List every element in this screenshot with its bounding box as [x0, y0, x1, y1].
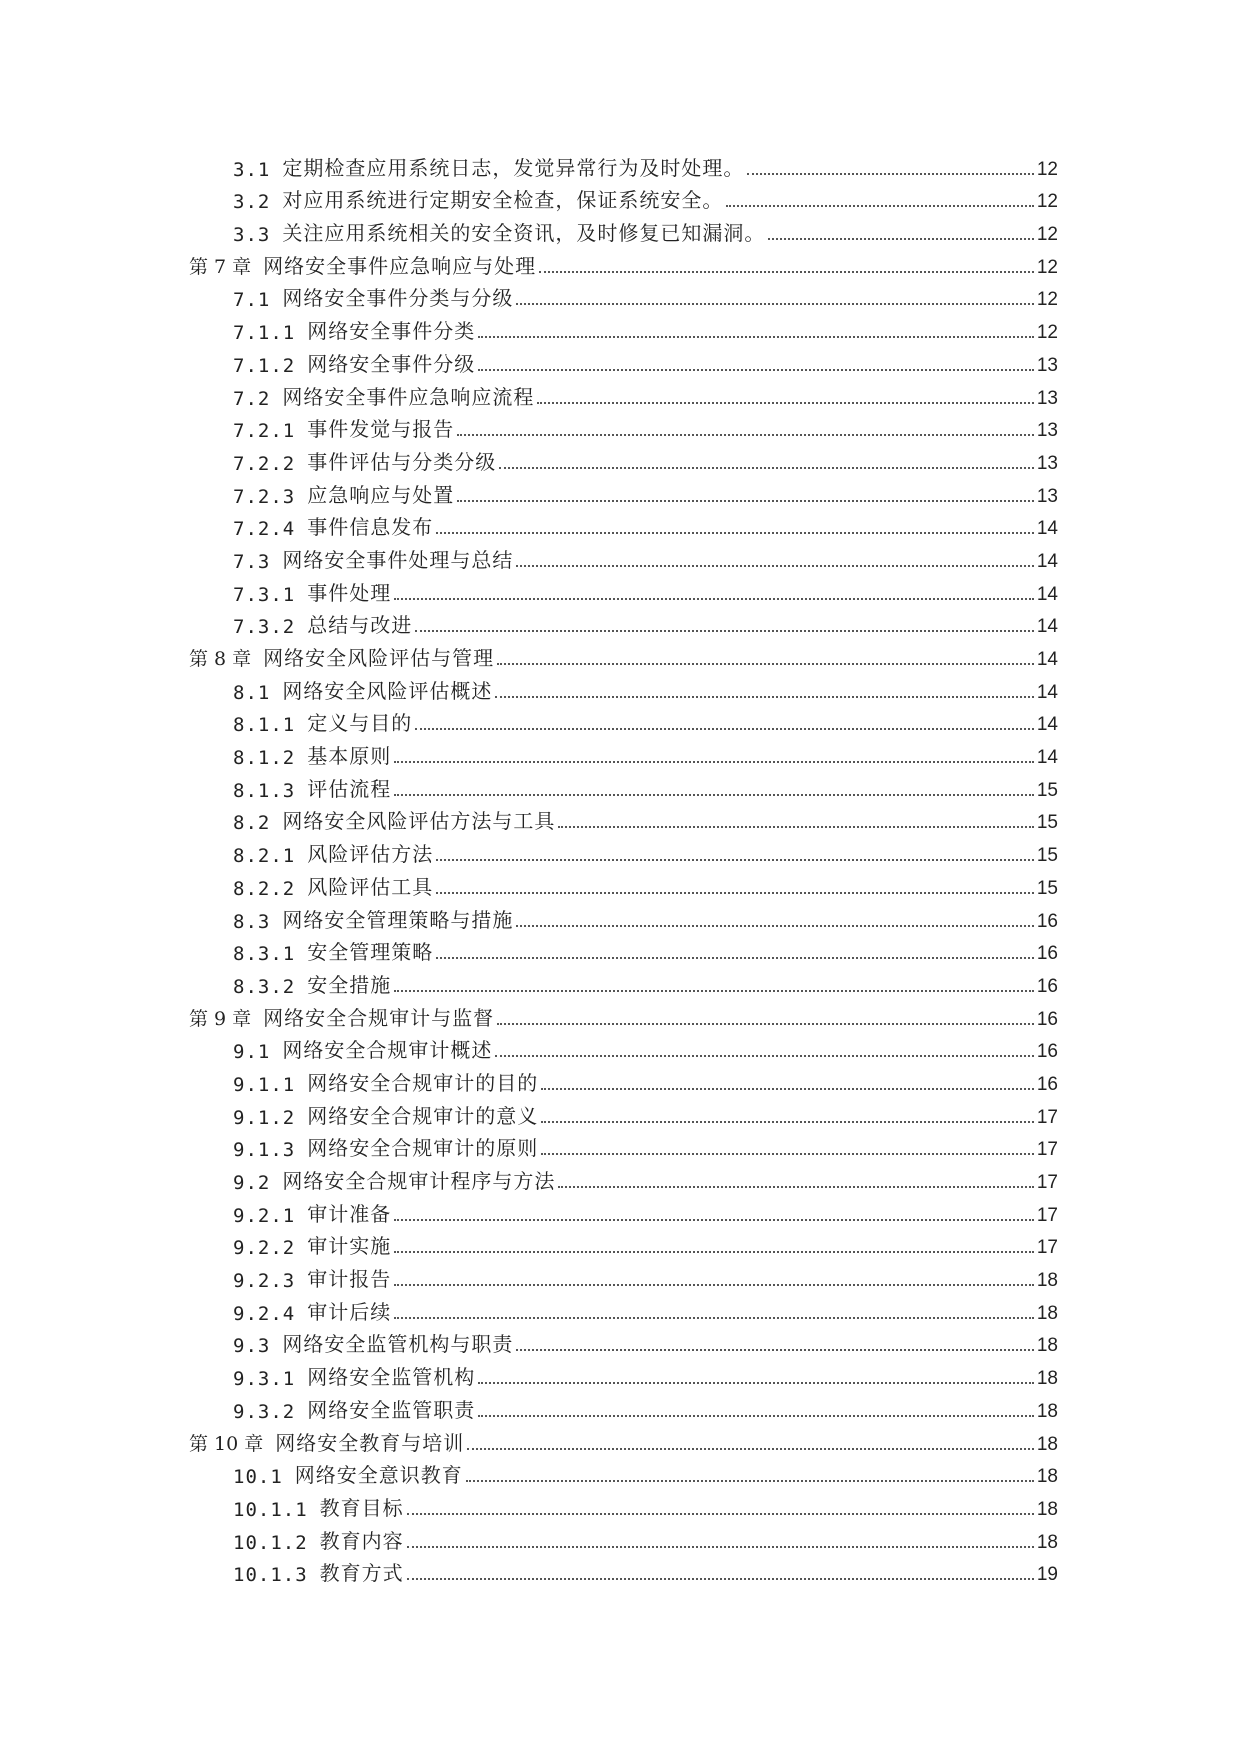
toc-entry-number: 9.1.3 [233, 1139, 296, 1162]
toc-entry-number: 第 9 章 [189, 1007, 252, 1030]
toc-dot-leader [495, 1055, 1034, 1057]
toc-entry[interactable] [189, 676, 1058, 709]
toc-dot-leader [478, 336, 1034, 338]
toc-entry-page-number: 14 [1036, 616, 1058, 638]
toc-entry-title: 审计后续 [307, 1299, 392, 1324]
toc-entry-page-number: 14 [1036, 649, 1058, 670]
toc-entry-number: 10.1.2 [233, 1531, 308, 1554]
toc-entry-title: 网络安全监管机构与职责 [282, 1332, 514, 1357]
toc-entry[interactable] [189, 774, 1058, 807]
toc-dot-leader [407, 1513, 1034, 1515]
toc-dot-leader [394, 1251, 1034, 1253]
toc-entry-page-number: 18 [1036, 1335, 1058, 1357]
toc-entry[interactable] [189, 1232, 1058, 1265]
toc-entry-number: 7.1.1 [233, 322, 296, 345]
toc-entry-number: 9.3 [233, 1335, 271, 1358]
toc-entry-number: 第 8 章 [189, 648, 252, 670]
toc-entry[interactable] [189, 807, 1058, 840]
toc-entry[interactable] [189, 153, 1058, 186]
toc-entry-page-number: 12 [1036, 158, 1058, 180]
toc-entry[interactable] [189, 415, 1058, 448]
toc-entry-number: 7.1.2 [233, 354, 296, 377]
toc-entry-title: 网络安全监管职责 [307, 1397, 476, 1422]
toc-entry-number: 9.1.1 [233, 1073, 296, 1096]
toc-entry[interactable] [189, 938, 1058, 971]
toc-entry-page-number: 14 [1036, 681, 1058, 703]
toc-entry-page-number: 13 [1036, 387, 1058, 409]
toc-entry-title: 网络安全事件分级 [307, 351, 476, 376]
toc-entry-title: 网络安全合规审计程序与方法 [282, 1169, 556, 1193]
toc-entry-page-number: 12 [1036, 256, 1058, 278]
toc-entry-title: 事件发觉与报告 [307, 417, 455, 442]
toc-entry-number: 8.2.2 [233, 877, 296, 900]
toc-dot-leader [394, 990, 1034, 992]
toc-entry-page-number: 18 [1036, 1433, 1058, 1455]
toc-entry[interactable] [189, 251, 1058, 284]
toc-entry-title: 审计实施 [307, 1234, 392, 1259]
toc-dot-leader [541, 1088, 1034, 1090]
toc-entry-title: 事件信息发布 [307, 515, 434, 540]
toc-entry-number: 8.2 [233, 812, 271, 835]
toc-entry-number: 9.2 [233, 1172, 271, 1194]
toc-entry[interactable] [189, 284, 1058, 317]
toc-entry[interactable] [189, 1166, 1058, 1199]
toc-entry-title: 关注应用系统相关的安全资讯，及时修复已知漏洞。 [282, 221, 766, 246]
toc-entry-page-number: 12 [1036, 191, 1058, 213]
toc-entry-page-number: 14 [1036, 550, 1058, 572]
toc-dot-leader [436, 957, 1034, 959]
toc-dot-leader [394, 761, 1034, 763]
toc-entry-title: 网络安全事件应急响应与处理 [263, 253, 537, 278]
toc-entry-page-number: 18 [1036, 1270, 1058, 1292]
toc-entry[interactable] [189, 218, 1058, 251]
toc-entry[interactable] [189, 872, 1058, 905]
toc-entry-title: 事件处理 [307, 580, 392, 605]
toc-entry-page-number: 16 [1036, 1008, 1058, 1030]
toc-entry-page-number: 15 [1036, 877, 1058, 899]
toc-entry[interactable] [189, 741, 1058, 774]
toc-dot-leader [516, 303, 1034, 305]
toc-dot-leader [516, 925, 1034, 927]
toc-entry-number: 8.3.2 [233, 975, 296, 998]
toc-dot-leader [407, 1546, 1034, 1548]
toc-entry-page-number: 16 [1036, 1073, 1058, 1095]
toc-dot-leader [478, 369, 1034, 371]
toc-entry-page-number: 19 [1036, 1564, 1058, 1586]
toc-entry[interactable] [189, 1395, 1058, 1428]
toc-entry-title: 总结与改进 [307, 613, 413, 638]
toc-dot-leader [541, 1121, 1034, 1123]
toc-entry-number: 第 10 章 [189, 1432, 264, 1455]
toc-entry[interactable] [189, 643, 1058, 676]
toc-entry-page-number: 12 [1036, 224, 1058, 246]
toc-entry-page-number: 15 [1036, 845, 1058, 867]
toc-entry-page-number: 14 [1036, 518, 1058, 540]
toc-entry-number: 10.1 [233, 1466, 283, 1489]
toc-entry-number: 8.1 [233, 681, 271, 704]
toc-entry-title: 网络安全风险评估方法与工具 [282, 809, 556, 834]
toc-entry-page-number: 16 [1036, 910, 1058, 932]
toc-entry-number: 7.2.2 [233, 452, 296, 475]
toc-entry[interactable] [189, 709, 1058, 742]
toc-entry-number: 3.3 [233, 224, 271, 247]
toc-entry[interactable] [189, 1493, 1058, 1526]
toc-dot-leader [466, 1480, 1034, 1482]
toc-entry-title: 网络安全管理策略与措施 [282, 907, 514, 932]
toc-entry-page-number: 18 [1036, 1302, 1058, 1324]
toc-entry-page-number: 17 [1036, 1204, 1058, 1226]
toc-entry-number: 7.2.3 [233, 485, 296, 508]
toc-entry-title: 应急响应与处置 [307, 482, 455, 507]
toc-entry[interactable] [189, 186, 1058, 219]
toc-entry[interactable] [189, 970, 1058, 1003]
toc-dot-leader [394, 1284, 1034, 1286]
toc-entry-page-number: 12 [1036, 289, 1058, 311]
toc-entry[interactable] [189, 480, 1058, 513]
toc-dot-leader [768, 238, 1034, 240]
toc-entry[interactable] [189, 1559, 1058, 1592]
toc-entry-number: 7.3 [233, 550, 271, 573]
toc-entry-page-number: 16 [1036, 943, 1058, 965]
toc-entry[interactable] [189, 1526, 1058, 1559]
toc-dot-leader [436, 532, 1034, 534]
toc-entry[interactable] [189, 1068, 1058, 1101]
toc-entry-page-number: 15 [1036, 779, 1058, 801]
toc-entry-page-number: 18 [1036, 1531, 1058, 1553]
toc-entry-number: 8.1.1 [233, 714, 296, 737]
toc-entry-title: 安全管理策略 [307, 940, 434, 965]
toc-entry-title: 教育目标 [319, 1495, 404, 1520]
toc-entry-number: 7.3.2 [233, 616, 296, 639]
toc-dot-leader [394, 598, 1034, 600]
toc-entry[interactable] [189, 1003, 1058, 1036]
toc-entry-title: 教育方式 [319, 1561, 404, 1586]
toc-entry-title: 网络安全事件应急响应流程 [282, 384, 535, 409]
toc-entry-title: 网络安全事件分类与分级 [282, 286, 514, 311]
toc-dot-leader [415, 728, 1034, 730]
toc-entry-title: 评估流程 [307, 776, 392, 801]
toc-entry-title: 网络安全合规审计的目的 [307, 1070, 539, 1095]
toc-entry-page-number: 17 [1036, 1139, 1058, 1161]
toc-entry-page-number: 14 [1036, 583, 1058, 605]
toc-entry-page-number: 15 [1036, 812, 1058, 834]
toc-entry-title: 网络安全意识教育 [294, 1463, 463, 1488]
toc-entry-number: 8.1.2 [233, 747, 296, 770]
toc-entry-page-number: 18 [1036, 1498, 1058, 1520]
toc-entry-title: 风险评估方法 [307, 842, 434, 867]
toc-entry-number: 第 7 章 [189, 255, 252, 278]
toc-entry-page-number: 17 [1036, 1237, 1058, 1259]
toc-dot-leader [478, 1415, 1034, 1417]
toc-entry-title: 网络安全合规审计与监督 [263, 1005, 495, 1030]
toc-dot-leader [558, 826, 1034, 828]
toc-entry-number: 9.2.3 [233, 1270, 296, 1293]
toc-dot-leader [436, 859, 1034, 861]
toc-entry[interactable] [189, 447, 1058, 480]
toc-entry-title: 事件评估与分类分级 [307, 449, 497, 474]
toc-entry-title: 风险评估工具 [307, 874, 434, 899]
toc-entry[interactable] [189, 1362, 1058, 1395]
toc-entry-page-number: 13 [1036, 420, 1058, 442]
toc-dot-leader [558, 1186, 1034, 1188]
toc-entry-title: 定义与目的 [307, 711, 413, 736]
toc-entry-title: 教育内容 [319, 1528, 404, 1553]
toc-entry[interactable] [189, 1134, 1058, 1167]
toc-dot-leader [394, 794, 1034, 796]
toc-dot-leader [457, 500, 1034, 502]
toc-dot-leader [516, 565, 1034, 567]
toc-entry-number: 9.2.4 [233, 1302, 296, 1325]
toc-dot-leader [394, 1317, 1034, 1319]
toc-dot-leader [415, 630, 1034, 632]
toc-entry-title: 网络安全监管机构 [307, 1365, 476, 1390]
toc-entry-title: 网络安全风险评估概述 [282, 678, 493, 703]
toc-entry-number: 8.1.3 [233, 779, 296, 802]
toc-entry-number: 7.1 [233, 289, 271, 312]
toc-entry[interactable] [189, 611, 1058, 644]
toc-entry-page-number: 18 [1036, 1466, 1058, 1488]
toc-entry[interactable] [189, 839, 1058, 872]
toc-dot-leader [478, 1382, 1034, 1384]
toc-entry-number: 3.1 [233, 158, 271, 181]
toc-entry-title: 网络安全合规审计的意义 [307, 1103, 539, 1128]
toc-entry-page-number: 17 [1036, 1172, 1058, 1193]
toc-entry-title: 网络安全教育与培训 [275, 1430, 465, 1455]
toc-entry-title: 网络安全风险评估与管理 [263, 646, 495, 670]
toc-entry-page-number: 14 [1036, 714, 1058, 736]
toc-entry[interactable] [189, 349, 1058, 382]
toc-entry-number: 9.2.2 [233, 1237, 296, 1260]
toc-entry-number: 3.2 [233, 191, 271, 214]
toc-entry[interactable] [189, 1330, 1058, 1363]
toc-dot-leader [539, 271, 1034, 273]
toc-dot-leader [541, 1153, 1034, 1155]
toc-entry-number: 9.3.2 [233, 1400, 296, 1423]
toc-entry[interactable] [189, 1428, 1058, 1461]
toc-entry-number: 8.3.1 [233, 943, 296, 966]
toc-entry-number: 7.2.4 [233, 518, 296, 541]
toc-entry-title: 网络安全事件处理与总结 [282, 547, 514, 572]
toc-entry[interactable] [189, 1036, 1058, 1069]
toc-dot-leader [499, 467, 1034, 469]
toc-entry-number: 10.1.3 [233, 1564, 308, 1587]
toc-entry-title: 网络安全合规审计的原则 [307, 1136, 539, 1161]
toc-entry-number: 10.1.1 [233, 1498, 308, 1521]
toc-dot-leader [467, 1448, 1034, 1450]
toc-entry-page-number: 14 [1036, 747, 1058, 769]
toc-entry[interactable] [189, 545, 1058, 578]
toc-entry-number: 7.2 [233, 387, 271, 410]
toc-entry-page-number: 13 [1036, 485, 1058, 507]
toc-dot-leader [436, 892, 1034, 894]
toc-entry-title: 定期检查应用系统日志，发觉异常行为及时处理。 [282, 155, 745, 180]
toc-entry-number: 9.1 [233, 1041, 271, 1064]
toc-entry[interactable] [189, 1461, 1058, 1494]
toc-entry-title: 审计准备 [307, 1201, 392, 1226]
toc-entry-page-number: 16 [1036, 975, 1058, 997]
toc-dot-leader [537, 402, 1034, 404]
toc-entry-title: 网络安全合规审计概述 [282, 1038, 493, 1063]
toc-entry-page-number: 18 [1036, 1400, 1058, 1422]
toc-entry-title: 安全措施 [307, 972, 392, 997]
toc-dot-leader [516, 1349, 1034, 1351]
toc-entry[interactable] [189, 316, 1058, 349]
toc-entry-number: 7.2.1 [233, 420, 296, 443]
toc-entry-number: 9.2.1 [233, 1204, 296, 1227]
toc-entry-title: 网络安全事件分类 [307, 319, 476, 344]
toc-entry-page-number: 13 [1036, 354, 1058, 376]
toc-entry[interactable] [189, 578, 1058, 611]
toc-entry-number: 8.3 [233, 910, 271, 933]
toc-entry[interactable] [189, 905, 1058, 938]
toc-dot-leader [726, 205, 1034, 207]
toc-dot-leader [747, 173, 1034, 175]
toc-entry-page-number: 12 [1036, 322, 1058, 344]
toc-entry-page-number: 18 [1036, 1368, 1058, 1390]
toc-entry-title: 基本原则 [307, 744, 392, 769]
toc-entry-page-number: 16 [1036, 1041, 1058, 1063]
toc-entry-number: 9.3.1 [233, 1368, 296, 1391]
toc-entry[interactable] [189, 1101, 1058, 1134]
toc-entry[interactable] [189, 382, 1058, 415]
toc-dot-leader [407, 1578, 1034, 1580]
toc-entry-number: 9.1.2 [233, 1106, 296, 1129]
table-of-contents [189, 153, 1058, 1591]
toc-entry[interactable] [189, 1297, 1058, 1330]
toc-entry-page-number: 13 [1036, 452, 1058, 474]
toc-entry[interactable] [189, 513, 1058, 546]
toc-dot-leader [495, 696, 1034, 698]
toc-dot-leader [497, 1023, 1034, 1025]
toc-entry-title: 对应用系统进行定期安全检查，保证系统安全。 [282, 188, 724, 213]
toc-dot-leader [457, 434, 1034, 436]
toc-entry[interactable] [189, 1199, 1058, 1232]
toc-dot-leader [394, 1219, 1034, 1221]
toc-entry-number: 7.3.1 [233, 583, 296, 606]
toc-dot-leader [497, 663, 1034, 665]
toc-entry-page-number: 17 [1036, 1106, 1058, 1128]
toc-entry-title: 审计报告 [307, 1267, 392, 1292]
toc-entry-number: 8.2.1 [233, 845, 296, 868]
toc-entry[interactable] [189, 1264, 1058, 1297]
